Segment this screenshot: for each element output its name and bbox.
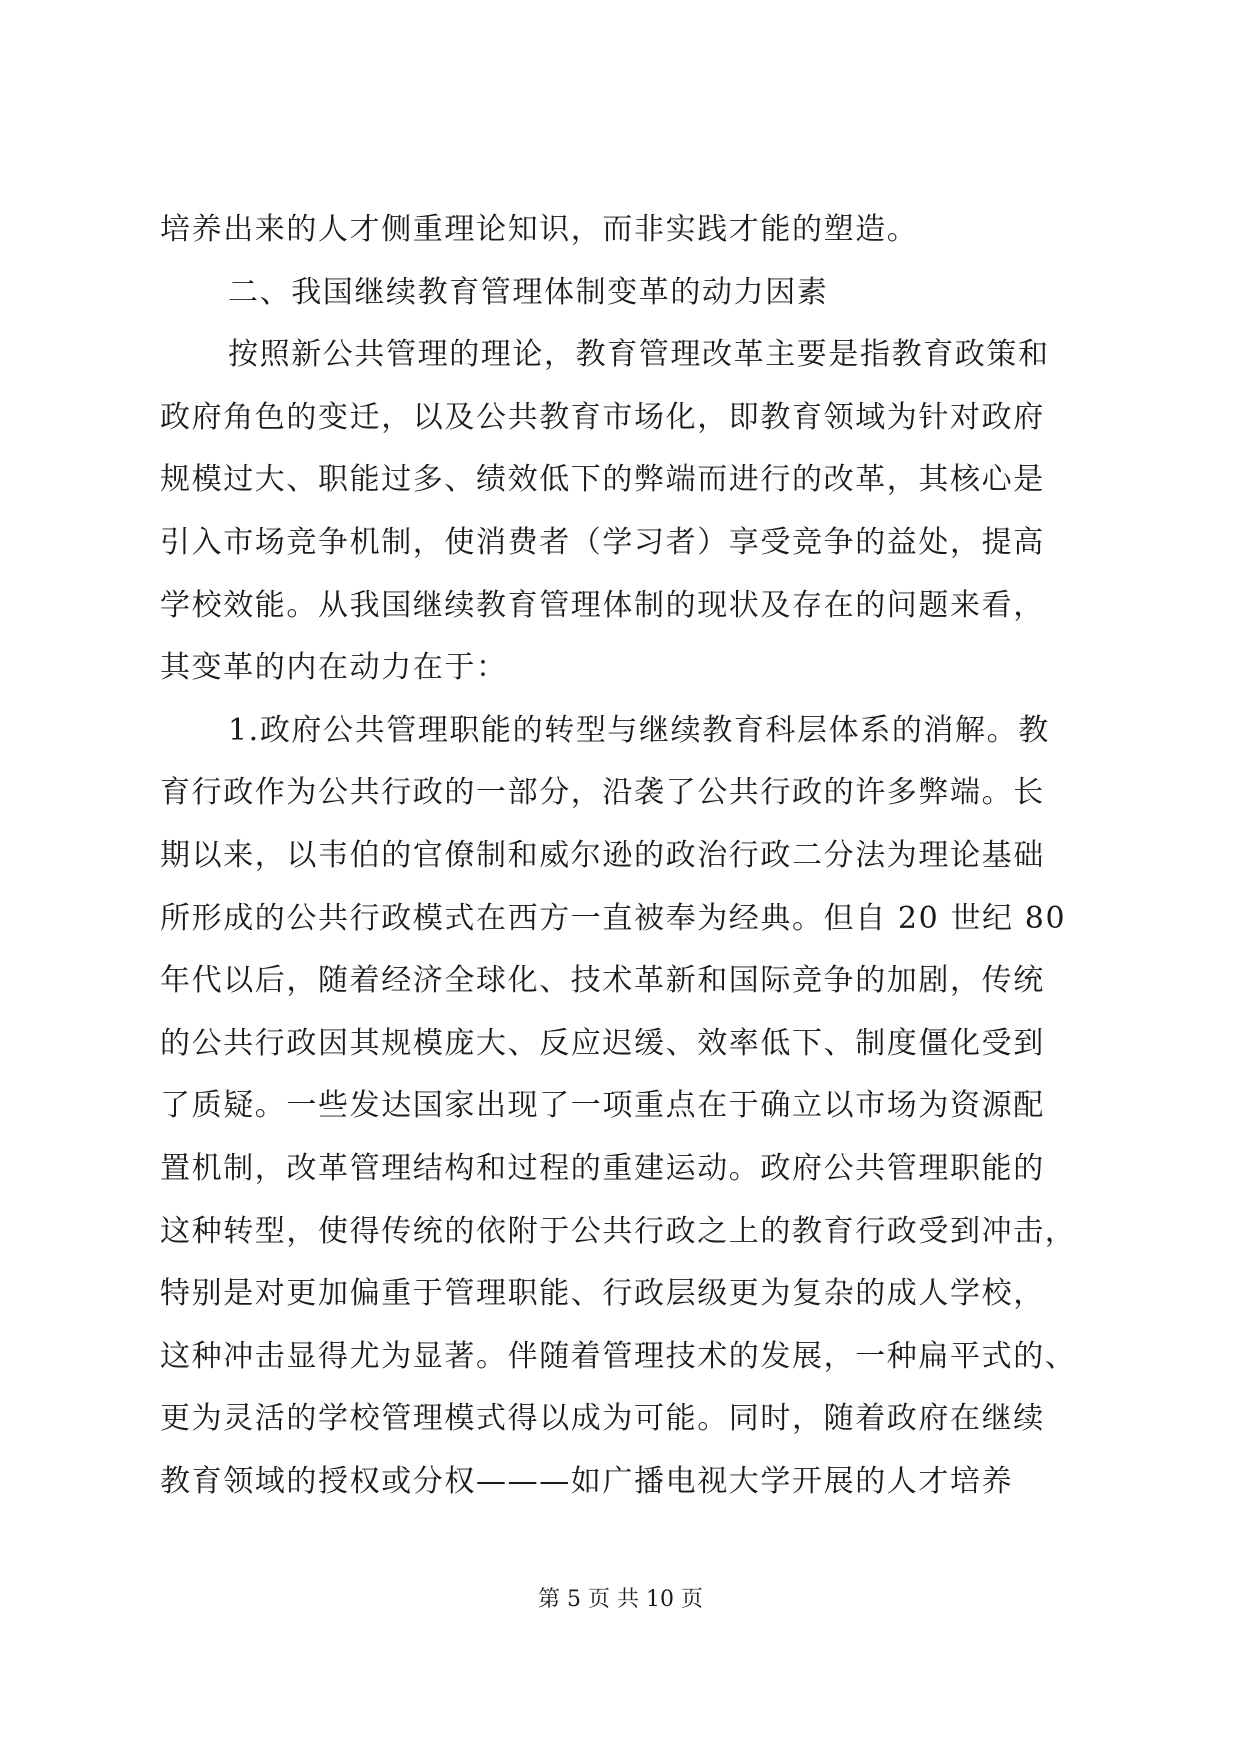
text-line: 1.政府公共管理职能的转型与继续教育科层体系的消解。教	[228, 712, 1050, 748]
text-line: 规模过大、职能过多、绩效低下的弊端而进行的改革，其核心是	[160, 462, 1045, 498]
text-line: 教育领域的授权或分权———如广播电视大学开展的人才培养	[160, 1463, 1014, 1499]
text-line: 置机制，改革管理结构和过程的重建运动。政府公共管理职能的	[160, 1150, 1045, 1186]
text-line: 更为灵活的学校管理模式得以成为可能。同时，随着政府在继续	[160, 1401, 1045, 1437]
page-number-footer: 第 5 页 共 10 页	[538, 1587, 703, 1612]
text-line: 所形成的公共行政模式在西方一直被奉为经典。但自 20 世纪 80	[160, 900, 1067, 936]
text-line: 期以来，以韦伯的官僚制和威尔逊的政治行政二分法为理论基础	[160, 837, 1045, 873]
text-line: 了质疑。一些发达国家出现了一项重点在于确立以市场为资源配	[160, 1088, 1045, 1124]
text-line: 培养出来的人才侧重理论知识，而非实践才能的塑造。	[160, 212, 919, 247]
text-line: 这种冲击显得尤为显著。伴随着管理技术的发展，一种扁平式的、	[160, 1338, 1077, 1374]
text-line: 学校效能。从我国继续教育管理体制的现状及存在的问题来看，	[160, 587, 1045, 623]
text-line: 按照新公共管理的理论，教育管理改革主要是指教育政策和	[228, 337, 1050, 373]
text-line: 年代以后，随着经济全球化、技术革新和国际竞争的加剧，传统	[160, 963, 1045, 999]
text-line: 其变革的内在动力在于：	[160, 650, 508, 686]
text-line: 这种转型，使得传统的依附于公共行政之上的教育行政受到冲击，	[160, 1213, 1077, 1249]
text-line: 政府角色的变迁，以及公共教育市场化，即教育领域为针对政府	[160, 399, 1045, 435]
section-heading: 二、我国继续教育管理体制变革的动力因素	[228, 274, 829, 310]
document-body	[160, 199, 1086, 1513]
text-line: 育行政作为公共行政的一部分，沿袭了公共行政的许多弊端。长	[160, 775, 1045, 811]
text-line: 的公共行政因其规模庞大、反应迟缓、效率低下、制度僵化受到	[160, 1025, 1045, 1061]
text-line: 特别是对更加偏重于管理职能、行政层级更为复杂的成人学校，	[160, 1276, 1045, 1312]
text-line: 引入市场竞争机制，使消费者（学习者）享受竞争的益处，提高	[160, 524, 1045, 560]
